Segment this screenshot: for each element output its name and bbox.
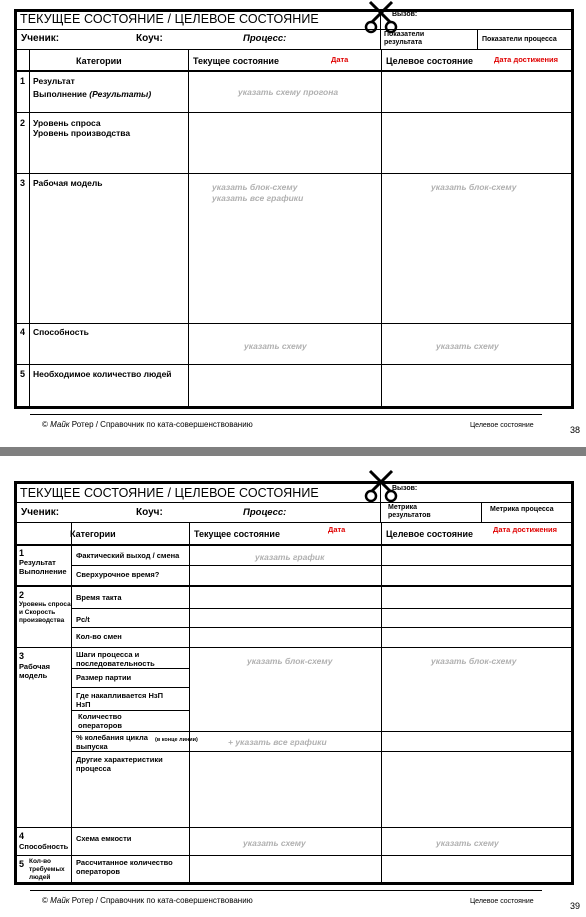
divider [16,544,572,546]
divider [16,173,572,174]
footer-credit: © Майк Ротер / Справочник по ката-совершенствованию [42,896,253,905]
divider [16,364,572,365]
row-label: Необходимое количество людей [33,369,172,379]
item-label: % колебания цикла выпуска [76,733,148,751]
divider [188,50,189,407]
item-label: Pc/t [76,615,90,624]
page-separator [0,447,586,456]
item-label: Где накапливается НзП [76,691,164,700]
process-label: Процесс: [243,33,287,44]
divider [16,29,572,30]
result-metrics-label: Показатели результата [384,31,425,46]
section-number: 5 [19,859,25,869]
divider [16,502,572,503]
divider [477,30,478,49]
section-number: 2 [19,590,25,600]
divider [381,523,382,883]
col-categories: Категории [76,56,122,66]
divider [16,827,572,828]
section-label: Уровень спроса и Скорость производства [19,601,71,624]
divider [16,49,572,50]
item-label: Фактический выход / смена [76,551,180,560]
footer-rule [30,890,542,891]
page-title: ТЕКУЩЕЕ СОСТОЯНИЕ / ЦЕЛЕВОЕ СОСТОЯНИЕ [20,486,319,500]
item-label: Рассчитанное количество операторов [76,858,173,876]
col-current: Текущее состояние [193,56,279,66]
hint-text: указать блок-схему [431,182,517,192]
section-number: 4 [19,831,25,841]
divider [16,112,572,113]
divider [16,647,572,648]
row-number: 5 [20,369,26,379]
col-target: Целевое состояние [386,529,473,539]
hint-text: указать схему прогона [238,87,339,97]
divider [16,70,572,72]
hint-text: указать блок-схему [212,182,298,192]
hint-text: указать блок-схему [247,656,333,666]
divider [71,565,572,566]
divider [29,50,30,407]
row-label: Уровень производства [33,128,131,138]
hint-text: указать блок-схему [431,656,517,666]
item-label: Время такта [76,593,122,602]
divider [16,522,572,523]
row-number: 3 [20,178,26,188]
divider [481,503,482,522]
divider [71,627,572,628]
col-categories: Категории [70,529,116,539]
col-date: Дата [331,55,349,64]
item-label: Размер партии [76,673,132,682]
hint-text: указать все графики [212,193,304,203]
process-label: Процесс: [243,507,287,518]
footer-section: Целевое состояние [470,898,534,905]
divider [71,751,572,752]
process-metrics-label: Метрика процесса [490,506,554,513]
divider [71,731,572,732]
footer-rule [30,414,542,415]
divider [16,855,572,856]
page-title: ТЕКУЩЕЕ СОСТОЯНИЕ / ЦЕЛЕВОЕ СОСТОЯНИЕ [20,12,319,26]
col-target-date: Дата достижения [494,55,559,64]
item-label: Шаги процесса и последовательность [76,650,155,668]
item-label: Другие характеристики процесса [76,755,163,773]
page-number: 39 [570,901,581,911]
divider [71,687,190,688]
row-label: Выполнение (Результаты) [33,89,152,99]
col-current: Текущее состояние [194,529,280,539]
item-label: Сверхурочное время? [76,570,160,579]
hint-text: указать схему [436,341,499,351]
col-target-date: Дата достижения [493,525,558,534]
divider [71,710,190,711]
item-label: Схема емкости [76,834,132,843]
section-label: Способность [19,842,69,851]
section-label: Кол-во требуемых людей [29,858,65,881]
page-number: 38 [570,425,581,435]
process-metrics-label: Показатели процесса [482,36,557,43]
hint-text: + указать все графики [228,737,327,747]
row-number: 1 [20,76,26,86]
hint-text: указать схему [436,838,499,848]
divider [189,523,190,883]
challenge-label: Вызов: [392,485,418,492]
coach-label: Коуч: [136,507,163,518]
hint-text: указать график [255,552,325,562]
section-number: 3 [19,651,25,661]
divider [381,50,382,407]
section-label: Рабочая модель [19,662,51,680]
row-number: 4 [20,327,26,337]
item-label: Кол-во смен [76,632,122,641]
divider [71,608,572,609]
hint-text: указать схему [243,838,306,848]
item-label: Количество операторов [78,712,122,730]
footer-section: Целевое состояние [470,422,534,429]
col-target: Целевое состояние [386,56,473,66]
footer-credit: © Майк Ротер / Справочник по ката-совершенствованию [42,420,253,429]
section-number: 1 [19,548,25,558]
coach-label: Коуч: [136,33,163,44]
col-date: Дата [328,525,346,534]
divider [16,585,572,587]
row-label: Рабочая модель [33,178,103,188]
item-note: (в конце линии) [155,737,198,743]
divider [16,323,572,324]
row-label: Уровень спроса [33,118,101,128]
item-label: НзП [76,700,91,709]
student-label: Ученик: [21,507,60,518]
result-metrics-label: Метрика результатов [388,504,431,519]
divider [71,668,190,669]
challenge-label: Вызов: [392,11,418,18]
hint-text: указать схему [244,341,307,351]
section-label: Результат Выполнение [19,558,67,576]
divider [71,523,72,883]
divider [380,503,381,522]
row-number: 2 [20,118,26,128]
row-label: Результат [33,76,75,86]
worksheet-frame [14,481,574,885]
row-label: Способность [33,327,89,337]
student-label: Ученик: [21,33,60,44]
